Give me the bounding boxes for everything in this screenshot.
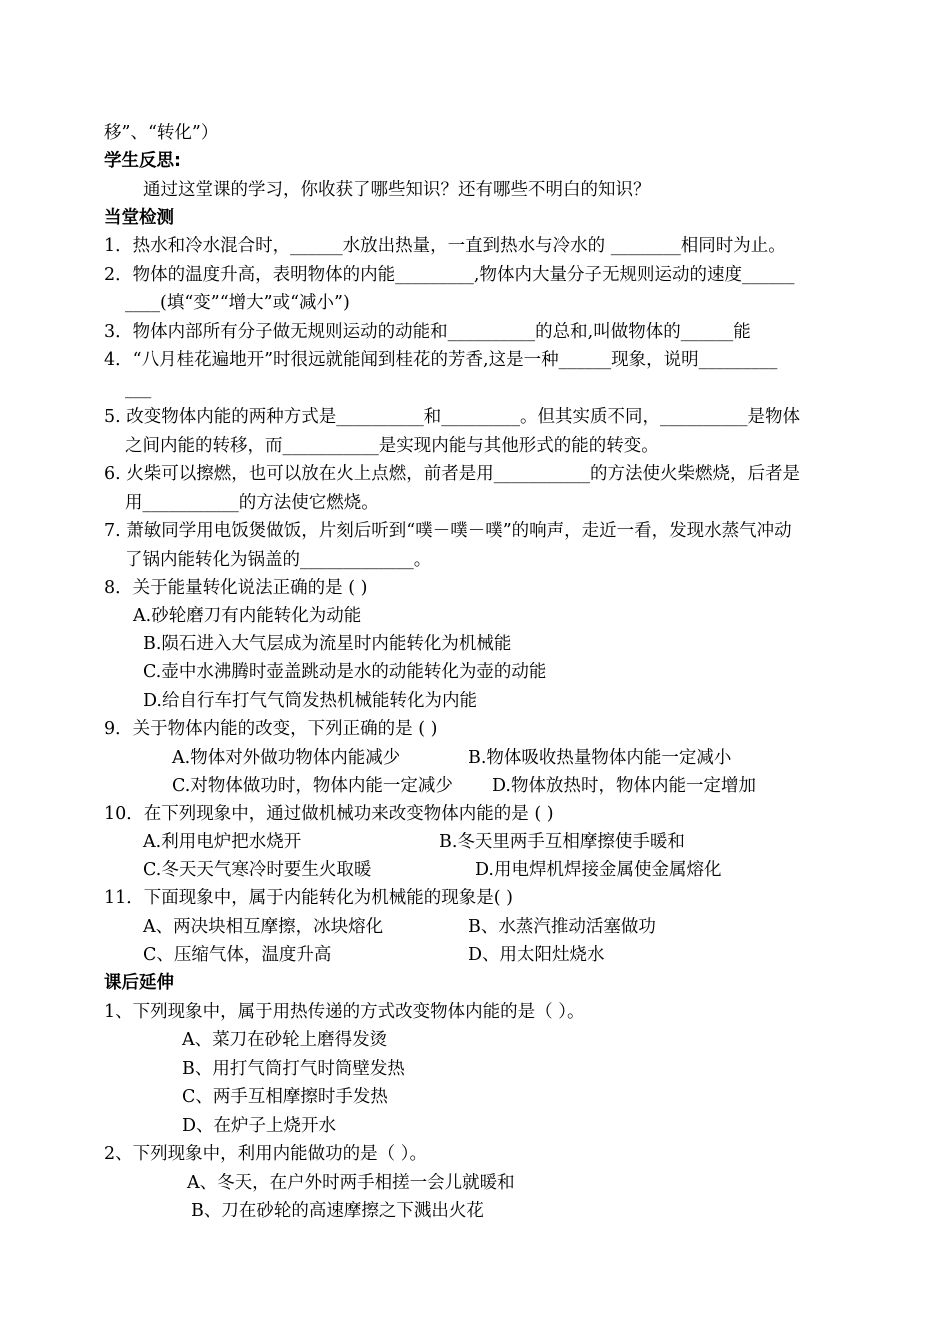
question-4: 4．“八月桂花遍地开”时很远就能闻到桂花的芳香,这是一种______现象，说明_________ <box>104 350 778 370</box>
extension-option-1a: A、菜刀在砂轮上磨得发烫 <box>182 1030 388 1050</box>
question-4-cont: ___ <box>125 379 152 399</box>
question-2-cont: ____(填“变”“增大”或“减小”) <box>125 293 350 313</box>
option-10d: D.用电焊机焊接金属使金属熔化 <box>475 860 722 880</box>
option-9d: D.物体放热时，物体内能一定增加 <box>492 776 756 796</box>
question-8: 8．关于能量转化说法正确的是 ( ) <box>104 578 368 598</box>
option-9c: C.对物体做功时，物体内能一定减少 <box>172 776 453 796</box>
question-1: 1．热水和冷水混合时，______水放出热量，一直到热水与冷水的 ________相同时为止。 <box>104 236 786 256</box>
option-8c: C.壶中水沸腾时壶盖跳动是水的动能转化为壶的动能 <box>143 662 547 682</box>
extension-option-1c: C、两手互相摩擦时手发热 <box>182 1087 388 1107</box>
question-5-cont: 之间内能的转移，而___________是实现内能与其他形式的能的转变。 <box>125 436 659 456</box>
extension-option-2b: B、刀在砂轮的高速摩擦之下溅出火花 <box>191 1201 484 1221</box>
option-8d: D.给自行车打气气筒发热机械能转化为内能 <box>143 691 477 711</box>
question-3: 3．物体内部所有分子做无规则运动的动能和__________的总和,叫做物体的______能 <box>104 322 751 342</box>
question-7: 7. 萧敏同学用电饭煲做饭，片刻后听到“噗－噗－噗”的响声，走近一看，发现水蒸气冲动 <box>104 521 792 541</box>
option-10b: B.冬天里两手互相摩擦使手暖和 <box>439 832 685 852</box>
option-11a: A、两决块相互摩擦，冰块熔化 <box>143 917 384 937</box>
question-10: 10．在下列现象中，通过做机械功来改变物体内能的是 ( ) <box>104 804 554 824</box>
question-6-cont: 用___________的方法使它燃烧。 <box>125 493 379 513</box>
question-11: 11．下面现象中，属于内能转化为机械能的现象是( ) <box>104 888 513 908</box>
option-8a: A.砂轮磨刀有内能转化为动能 <box>133 606 362 626</box>
extension-option-1d: D、在炉子上烧开水 <box>182 1116 337 1136</box>
question-9: 9．关于物体内能的改变，下列正确的是 ( ) <box>104 719 438 739</box>
question-5: 5. 改变物体内能的两种方式是__________和_________。但其实质不同，__________是物体 <box>104 407 801 427</box>
text-line: 移”、“转化”） <box>104 123 219 143</box>
option-11b: B、水蒸汽推动活塞做功 <box>468 917 656 937</box>
question-7-cont: 了锅内能转化为锅盖的_____________。 <box>125 550 432 570</box>
extension-option-1b: B、用打气筒打气时筒壁发热 <box>182 1059 405 1079</box>
heading-student-reflection: 学生反思: <box>104 151 181 171</box>
option-9a: A.物体对外做功物体内能减少 <box>172 748 401 768</box>
option-9b: B.物体吸收热量物体内能一定减小 <box>468 748 732 768</box>
extension-question-2: 2、下列现象中，利用内能做功的是（ ）。 <box>104 1144 427 1164</box>
option-10c: C.冬天天气寒冷时要生火取暖 <box>143 860 372 880</box>
option-10a: A.利用电炉把水烧开 <box>143 832 302 852</box>
extension-question-1: 1、下列现象中，属于用热传递的方式改变物体内能的是（ ）。 <box>104 1002 585 1022</box>
text-line: 通过这堂课的学习，你收获了哪些知识？还有哪些不明白的知识？ <box>143 180 651 200</box>
question-6: 6. 火柴可以擦燃，也可以放在火上点燃，前者是用___________的方法使火柴燃烧，后者是 <box>104 464 801 484</box>
option-8b: B.陨石进入大气层成为流星时内能转化为机械能 <box>143 634 512 654</box>
heading-class-test: 当堂检测 <box>104 208 174 228</box>
option-11c: C、压缩气体，温度升高 <box>143 945 332 965</box>
question-2: 2．物体的温度升高，表明物体的内能_________,物体内大量分子无规则运动的速度______ <box>104 265 795 285</box>
heading-after-class: 课后延伸 <box>104 973 174 993</box>
extension-option-2a: A、冬天，在户外时两手相搓一会儿就暖和 <box>187 1173 515 1193</box>
option-11d: D、用太阳灶烧水 <box>468 945 605 965</box>
